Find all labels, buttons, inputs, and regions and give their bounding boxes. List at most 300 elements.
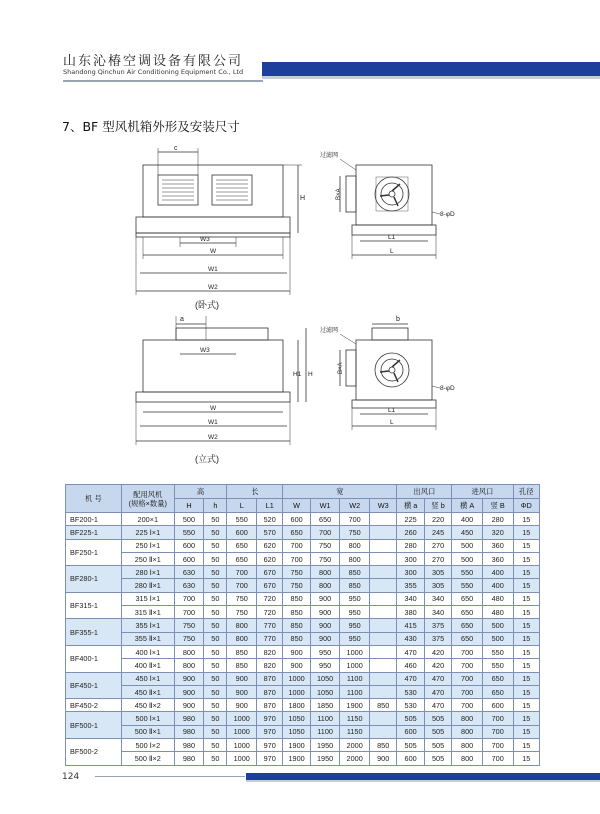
cell-D: 15 bbox=[513, 526, 539, 539]
cell-H: 700 bbox=[174, 606, 204, 619]
cell-H: 550 bbox=[174, 526, 204, 539]
cell-a: 355 bbox=[397, 579, 424, 592]
cell-D: 15 bbox=[513, 685, 539, 698]
cell-fan: 315 Ⅰ×1 bbox=[121, 592, 174, 605]
cell-W2: 800 bbox=[340, 539, 370, 552]
cell-D: 15 bbox=[513, 752, 539, 765]
table-row bbox=[66, 712, 540, 725]
th-sub: W1 bbox=[310, 499, 340, 513]
cell-a: 380 bbox=[397, 606, 424, 619]
cell-a: 300 bbox=[397, 566, 424, 579]
table-row bbox=[66, 659, 540, 672]
cell-W: 750 bbox=[283, 566, 310, 579]
cell-L1: 570 bbox=[257, 526, 283, 539]
cell-fan: 280 Ⅱ×1 bbox=[121, 579, 174, 592]
dim-l1-bottom: L1 bbox=[388, 407, 396, 414]
page-number: 124 bbox=[62, 772, 80, 782]
cell-W1: 1100 bbox=[310, 712, 340, 725]
cell-model: BF200-1 bbox=[66, 513, 122, 526]
table-row bbox=[66, 645, 540, 658]
cell-B: 550 bbox=[482, 659, 513, 672]
cell-W1: 900 bbox=[310, 619, 340, 632]
cell-fan: 250 Ⅰ×1 bbox=[121, 539, 174, 552]
cell-L: 900 bbox=[227, 699, 257, 712]
cell-H: 980 bbox=[174, 739, 204, 752]
cell-H: 980 bbox=[174, 725, 204, 738]
cell-L1: 520 bbox=[257, 513, 283, 526]
horizontal-front-view bbox=[136, 145, 305, 310]
th-fan bbox=[121, 485, 174, 513]
cell-A: 700 bbox=[452, 699, 483, 712]
cell-a: 470 bbox=[397, 645, 424, 658]
th-model: 机 号 bbox=[66, 485, 122, 513]
cell-B: 400 bbox=[482, 579, 513, 592]
cell-B: 480 bbox=[482, 606, 513, 619]
caption-horizontal: (卧式) bbox=[195, 300, 219, 310]
cell-W3 bbox=[369, 619, 396, 632]
cell-model: BF450-1 bbox=[66, 672, 122, 699]
cell-b: 375 bbox=[424, 619, 451, 632]
cell-W3 bbox=[369, 579, 396, 592]
cell-W: 850 bbox=[283, 632, 310, 645]
cell-H: 630 bbox=[174, 579, 204, 592]
cell-A: 650 bbox=[452, 606, 483, 619]
cell-fan: 450 Ⅱ×1 bbox=[121, 685, 174, 698]
cell-L1: 970 bbox=[257, 752, 283, 765]
table-row bbox=[66, 672, 540, 685]
cell-A: 700 bbox=[452, 645, 483, 658]
cell-W2: 850 bbox=[340, 579, 370, 592]
cell-fan: 250 Ⅱ×1 bbox=[121, 552, 174, 565]
table-row bbox=[66, 566, 540, 579]
cell-b: 470 bbox=[424, 672, 451, 685]
cell-H: 630 bbox=[174, 566, 204, 579]
cell-h: 50 bbox=[204, 526, 227, 539]
cell-b: 420 bbox=[424, 659, 451, 672]
cell-W1: 1050 bbox=[310, 685, 340, 698]
cell-b: 505 bbox=[424, 739, 451, 752]
cell-L: 650 bbox=[227, 539, 257, 552]
cell-model: BF280-1 bbox=[66, 566, 122, 593]
cell-W2: 1100 bbox=[340, 672, 370, 685]
cell-fan: 315 Ⅱ×1 bbox=[121, 606, 174, 619]
cell-h: 50 bbox=[204, 645, 227, 658]
th-sub: W2 bbox=[340, 499, 370, 513]
cell-W1: 900 bbox=[310, 606, 340, 619]
cell-D: 15 bbox=[513, 513, 539, 526]
cell-L1: 670 bbox=[257, 566, 283, 579]
cell-W2: 850 bbox=[340, 566, 370, 579]
dim-c: c bbox=[174, 145, 178, 152]
dim-b: b bbox=[396, 316, 400, 323]
th-sub: W3 bbox=[369, 499, 396, 513]
cell-model: BF225-1 bbox=[66, 526, 122, 539]
page-header bbox=[0, 0, 600, 110]
cell-A: 650 bbox=[452, 592, 483, 605]
cell-W2: 1900 bbox=[340, 699, 370, 712]
cell-b: 505 bbox=[424, 725, 451, 738]
cell-A: 500 bbox=[452, 552, 483, 565]
dim-h-bottom: H bbox=[308, 371, 313, 378]
cell-W1: 950 bbox=[310, 659, 340, 672]
cell-W2: 950 bbox=[340, 606, 370, 619]
cell-W1: 700 bbox=[310, 526, 340, 539]
cell-L1: 870 bbox=[257, 672, 283, 685]
dim-bxa-bottom: B×A bbox=[338, 362, 344, 374]
dim-bxa-top: B×A bbox=[336, 188, 342, 200]
cell-h: 50 bbox=[204, 712, 227, 725]
cell-D: 15 bbox=[513, 632, 539, 645]
cell-a: 260 bbox=[397, 526, 424, 539]
cell-a: 505 bbox=[397, 712, 424, 725]
cell-A: 700 bbox=[452, 685, 483, 698]
cell-L1: 820 bbox=[257, 659, 283, 672]
cell-h: 50 bbox=[204, 699, 227, 712]
cell-W3 bbox=[369, 659, 396, 672]
cell-fan: 225 Ⅰ×1 bbox=[121, 526, 174, 539]
cell-h: 50 bbox=[204, 672, 227, 685]
cell-a: 530 bbox=[397, 685, 424, 698]
th-sub: h bbox=[204, 499, 227, 513]
dim-w1-top: W1 bbox=[208, 266, 218, 273]
horizontal-side-view bbox=[320, 151, 455, 259]
cell-W3 bbox=[369, 513, 396, 526]
cell-B: 550 bbox=[482, 645, 513, 658]
th-sub: ΦD bbox=[513, 499, 539, 513]
cell-W3 bbox=[369, 526, 396, 539]
cell-B: 700 bbox=[482, 712, 513, 725]
cell-L1: 970 bbox=[257, 712, 283, 725]
cell-W3 bbox=[369, 592, 396, 605]
cell-B: 700 bbox=[482, 725, 513, 738]
cell-H: 900 bbox=[174, 699, 204, 712]
th-fan-label: 配用风机 (规格×数量) bbox=[128, 489, 167, 508]
cell-B: 320 bbox=[482, 526, 513, 539]
cell-L: 550 bbox=[227, 513, 257, 526]
cell-h: 50 bbox=[204, 579, 227, 592]
cell-A: 800 bbox=[452, 725, 483, 738]
cell-b: 470 bbox=[424, 685, 451, 698]
cell-L: 900 bbox=[227, 685, 257, 698]
cell-b: 470 bbox=[424, 699, 451, 712]
cell-L: 1000 bbox=[227, 739, 257, 752]
th-sub: H bbox=[174, 499, 204, 513]
footer-brand-band-shadow bbox=[246, 780, 600, 782]
cell-a: 340 bbox=[397, 592, 424, 605]
cell-B: 500 bbox=[482, 632, 513, 645]
bolt-label-bottom: 8-φD bbox=[440, 385, 455, 392]
cell-fan: 500 Ⅱ×1 bbox=[121, 725, 174, 738]
table-row bbox=[66, 552, 540, 565]
cell-W: 1000 bbox=[283, 685, 310, 698]
th-sub: W bbox=[283, 499, 310, 513]
spec-table-body bbox=[66, 513, 540, 766]
cell-D: 15 bbox=[513, 579, 539, 592]
cell-B: 280 bbox=[482, 513, 513, 526]
cell-W3 bbox=[369, 632, 396, 645]
cell-L1: 770 bbox=[257, 632, 283, 645]
cell-B: 360 bbox=[482, 539, 513, 552]
cell-D: 15 bbox=[513, 619, 539, 632]
cell-H: 900 bbox=[174, 685, 204, 698]
cell-b: 305 bbox=[424, 566, 451, 579]
cell-b: 270 bbox=[424, 552, 451, 565]
cell-W: 750 bbox=[283, 579, 310, 592]
cell-W2: 800 bbox=[340, 552, 370, 565]
cell-L1: 720 bbox=[257, 592, 283, 605]
cell-D: 15 bbox=[513, 645, 539, 658]
cell-fan: 400 Ⅱ×1 bbox=[121, 659, 174, 672]
dim-h1-bottom: H1 bbox=[293, 371, 302, 378]
cell-H: 980 bbox=[174, 712, 204, 725]
th-outlet: 出风口 bbox=[397, 485, 452, 499]
cell-W2: 950 bbox=[340, 632, 370, 645]
cell-L: 1000 bbox=[227, 752, 257, 765]
cell-a: 415 bbox=[397, 619, 424, 632]
cell-W2: 1100 bbox=[340, 685, 370, 698]
cell-L: 800 bbox=[227, 632, 257, 645]
cell-L: 850 bbox=[227, 659, 257, 672]
cell-W: 1800 bbox=[283, 699, 310, 712]
cell-A: 700 bbox=[452, 659, 483, 672]
cell-D: 15 bbox=[513, 566, 539, 579]
cell-h: 50 bbox=[204, 619, 227, 632]
cell-B: 650 bbox=[482, 672, 513, 685]
cell-W: 850 bbox=[283, 606, 310, 619]
cell-L1: 620 bbox=[257, 539, 283, 552]
cell-b: 375 bbox=[424, 632, 451, 645]
cell-A: 650 bbox=[452, 632, 483, 645]
caption-vertical: (立式) bbox=[195, 454, 219, 464]
cell-B: 400 bbox=[482, 566, 513, 579]
cell-h: 50 bbox=[204, 752, 227, 765]
table-row bbox=[66, 752, 540, 765]
cell-H: 700 bbox=[174, 592, 204, 605]
cell-model: BF355-1 bbox=[66, 619, 122, 646]
cell-W2: 750 bbox=[340, 526, 370, 539]
cell-L1: 820 bbox=[257, 645, 283, 658]
cell-W3: 850 bbox=[369, 739, 396, 752]
cell-H: 980 bbox=[174, 752, 204, 765]
spec-table bbox=[65, 484, 540, 766]
th-sub: L bbox=[227, 499, 257, 513]
cell-W1: 900 bbox=[310, 592, 340, 605]
cell-B: 700 bbox=[482, 752, 513, 765]
dim-w3-bottom: W3 bbox=[200, 347, 210, 354]
cell-D: 15 bbox=[513, 712, 539, 725]
cell-A: 450 bbox=[452, 526, 483, 539]
cell-h: 50 bbox=[204, 539, 227, 552]
cell-W1: 1100 bbox=[310, 725, 340, 738]
cell-W1: 800 bbox=[310, 566, 340, 579]
dim-a: a bbox=[180, 316, 184, 323]
cell-model: BF450-2 bbox=[66, 699, 122, 712]
cell-H: 750 bbox=[174, 619, 204, 632]
table-row bbox=[66, 699, 540, 712]
cell-W1: 1950 bbox=[310, 739, 340, 752]
cell-a: 505 bbox=[397, 739, 424, 752]
company-name-cn: 山东沁椿空调设备有限公司 bbox=[63, 54, 244, 69]
cell-h: 50 bbox=[204, 739, 227, 752]
cell-L1: 870 bbox=[257, 685, 283, 698]
cell-L: 700 bbox=[227, 566, 257, 579]
filter-label-bottom: 过滤网 bbox=[320, 328, 339, 334]
dim-l-top: L bbox=[390, 248, 394, 255]
cell-L: 900 bbox=[227, 672, 257, 685]
table-row bbox=[66, 632, 540, 645]
cell-fan: 450 Ⅰ×1 bbox=[121, 672, 174, 685]
cell-W: 600 bbox=[283, 513, 310, 526]
cell-a: 460 bbox=[397, 659, 424, 672]
cell-L1: 970 bbox=[257, 739, 283, 752]
header-brand-band bbox=[262, 62, 600, 76]
cell-fan: 200×1 bbox=[121, 513, 174, 526]
cell-W: 850 bbox=[283, 619, 310, 632]
cell-L1: 620 bbox=[257, 552, 283, 565]
cell-h: 50 bbox=[204, 552, 227, 565]
cell-D: 15 bbox=[513, 739, 539, 752]
th-sub: 竖 b bbox=[424, 499, 451, 513]
cell-H: 750 bbox=[174, 632, 204, 645]
th-sub: 横 A bbox=[452, 499, 483, 513]
cell-a: 300 bbox=[397, 552, 424, 565]
th-sub: 横 a bbox=[397, 499, 424, 513]
cell-W: 1000 bbox=[283, 672, 310, 685]
cell-L: 850 bbox=[227, 645, 257, 658]
cell-W3 bbox=[369, 552, 396, 565]
cell-h: 50 bbox=[204, 659, 227, 672]
cell-L: 650 bbox=[227, 552, 257, 565]
dim-w1-bottom: W1 bbox=[208, 419, 218, 426]
cell-B: 480 bbox=[482, 592, 513, 605]
cell-H: 800 bbox=[174, 645, 204, 658]
cell-fan: 500 Ⅰ×1 bbox=[121, 712, 174, 725]
cell-A: 550 bbox=[452, 566, 483, 579]
vertical-front-view bbox=[136, 316, 313, 464]
cell-W: 700 bbox=[283, 552, 310, 565]
cell-fan: 355 Ⅰ×1 bbox=[121, 619, 174, 632]
cell-H: 800 bbox=[174, 659, 204, 672]
cell-model: BF500-2 bbox=[66, 739, 122, 766]
table-row bbox=[66, 513, 540, 526]
dim-w2-top: W2 bbox=[208, 284, 218, 291]
dim-h-top: H bbox=[300, 195, 306, 202]
cell-W1: 650 bbox=[310, 513, 340, 526]
th-inlet: 进风口 bbox=[452, 485, 513, 499]
th-sub: L1 bbox=[257, 499, 283, 513]
cell-W3 bbox=[369, 645, 396, 658]
cell-W: 1900 bbox=[283, 739, 310, 752]
cell-W3 bbox=[369, 606, 396, 619]
cell-L: 750 bbox=[227, 592, 257, 605]
cell-D: 15 bbox=[513, 552, 539, 565]
cell-H: 900 bbox=[174, 672, 204, 685]
bolt-label-top: 8-φD bbox=[440, 211, 455, 218]
vertical-side-view bbox=[320, 316, 455, 430]
table-row bbox=[66, 579, 540, 592]
cell-W3: 850 bbox=[369, 699, 396, 712]
cell-D: 15 bbox=[513, 672, 539, 685]
cell-L1: 720 bbox=[257, 606, 283, 619]
cell-b: 505 bbox=[424, 752, 451, 765]
cell-W: 850 bbox=[283, 592, 310, 605]
cell-W2: 1150 bbox=[340, 712, 370, 725]
cell-W1: 800 bbox=[310, 579, 340, 592]
cell-model: BF250-1 bbox=[66, 539, 122, 566]
cell-fan: 500 Ⅰ×2 bbox=[121, 739, 174, 752]
cell-A: 800 bbox=[452, 739, 483, 752]
cell-a: 430 bbox=[397, 632, 424, 645]
cell-D: 15 bbox=[513, 699, 539, 712]
cell-L: 700 bbox=[227, 579, 257, 592]
cell-L: 600 bbox=[227, 526, 257, 539]
cell-D: 15 bbox=[513, 539, 539, 552]
cell-W2: 1150 bbox=[340, 725, 370, 738]
cell-L1: 670 bbox=[257, 579, 283, 592]
cell-D: 15 bbox=[513, 606, 539, 619]
th-height: 高 bbox=[174, 485, 227, 499]
dim-l-bottom: L bbox=[390, 419, 394, 426]
cell-W: 900 bbox=[283, 645, 310, 658]
th-width: 宽 bbox=[283, 485, 397, 499]
th-hole: 孔径 bbox=[513, 485, 539, 499]
cell-a: 530 bbox=[397, 699, 424, 712]
footer-brand-band bbox=[246, 773, 600, 780]
cell-W: 700 bbox=[283, 539, 310, 552]
cell-W2: 2000 bbox=[340, 739, 370, 752]
table-row bbox=[66, 725, 540, 738]
cell-h: 50 bbox=[204, 725, 227, 738]
dim-w-bottom: W bbox=[210, 405, 217, 412]
cell-A: 650 bbox=[452, 619, 483, 632]
header-divider bbox=[63, 80, 263, 82]
cell-L: 750 bbox=[227, 606, 257, 619]
cell-W3 bbox=[369, 725, 396, 738]
cell-b: 220 bbox=[424, 513, 451, 526]
cell-A: 550 bbox=[452, 579, 483, 592]
cell-b: 340 bbox=[424, 592, 451, 605]
th-sub: 竖 B bbox=[482, 499, 513, 513]
cell-h: 50 bbox=[204, 632, 227, 645]
cell-W2: 950 bbox=[340, 592, 370, 605]
cell-A: 700 bbox=[452, 672, 483, 685]
table-row bbox=[66, 526, 540, 539]
table-row bbox=[66, 592, 540, 605]
cell-B: 360 bbox=[482, 552, 513, 565]
cell-L: 800 bbox=[227, 619, 257, 632]
cell-H: 600 bbox=[174, 552, 204, 565]
cell-A: 800 bbox=[452, 752, 483, 765]
cell-fan: 400 Ⅰ×1 bbox=[121, 645, 174, 658]
cell-W: 900 bbox=[283, 659, 310, 672]
table-row bbox=[66, 739, 540, 752]
cell-h: 50 bbox=[204, 566, 227, 579]
cell-L1: 970 bbox=[257, 725, 283, 738]
cell-L: 1000 bbox=[227, 712, 257, 725]
cell-W1: 900 bbox=[310, 632, 340, 645]
dim-w-top: W bbox=[210, 248, 217, 255]
table-row bbox=[66, 539, 540, 552]
cell-W2: 950 bbox=[340, 619, 370, 632]
cell-W3: 900 bbox=[369, 752, 396, 765]
cell-D: 15 bbox=[513, 725, 539, 738]
cell-W2: 2000 bbox=[340, 752, 370, 765]
filter-label-top: 过滤网 bbox=[320, 153, 339, 159]
cell-H: 600 bbox=[174, 539, 204, 552]
cell-W3 bbox=[369, 566, 396, 579]
installation-diagram bbox=[0, 140, 600, 470]
th-length: 长 bbox=[227, 485, 283, 499]
